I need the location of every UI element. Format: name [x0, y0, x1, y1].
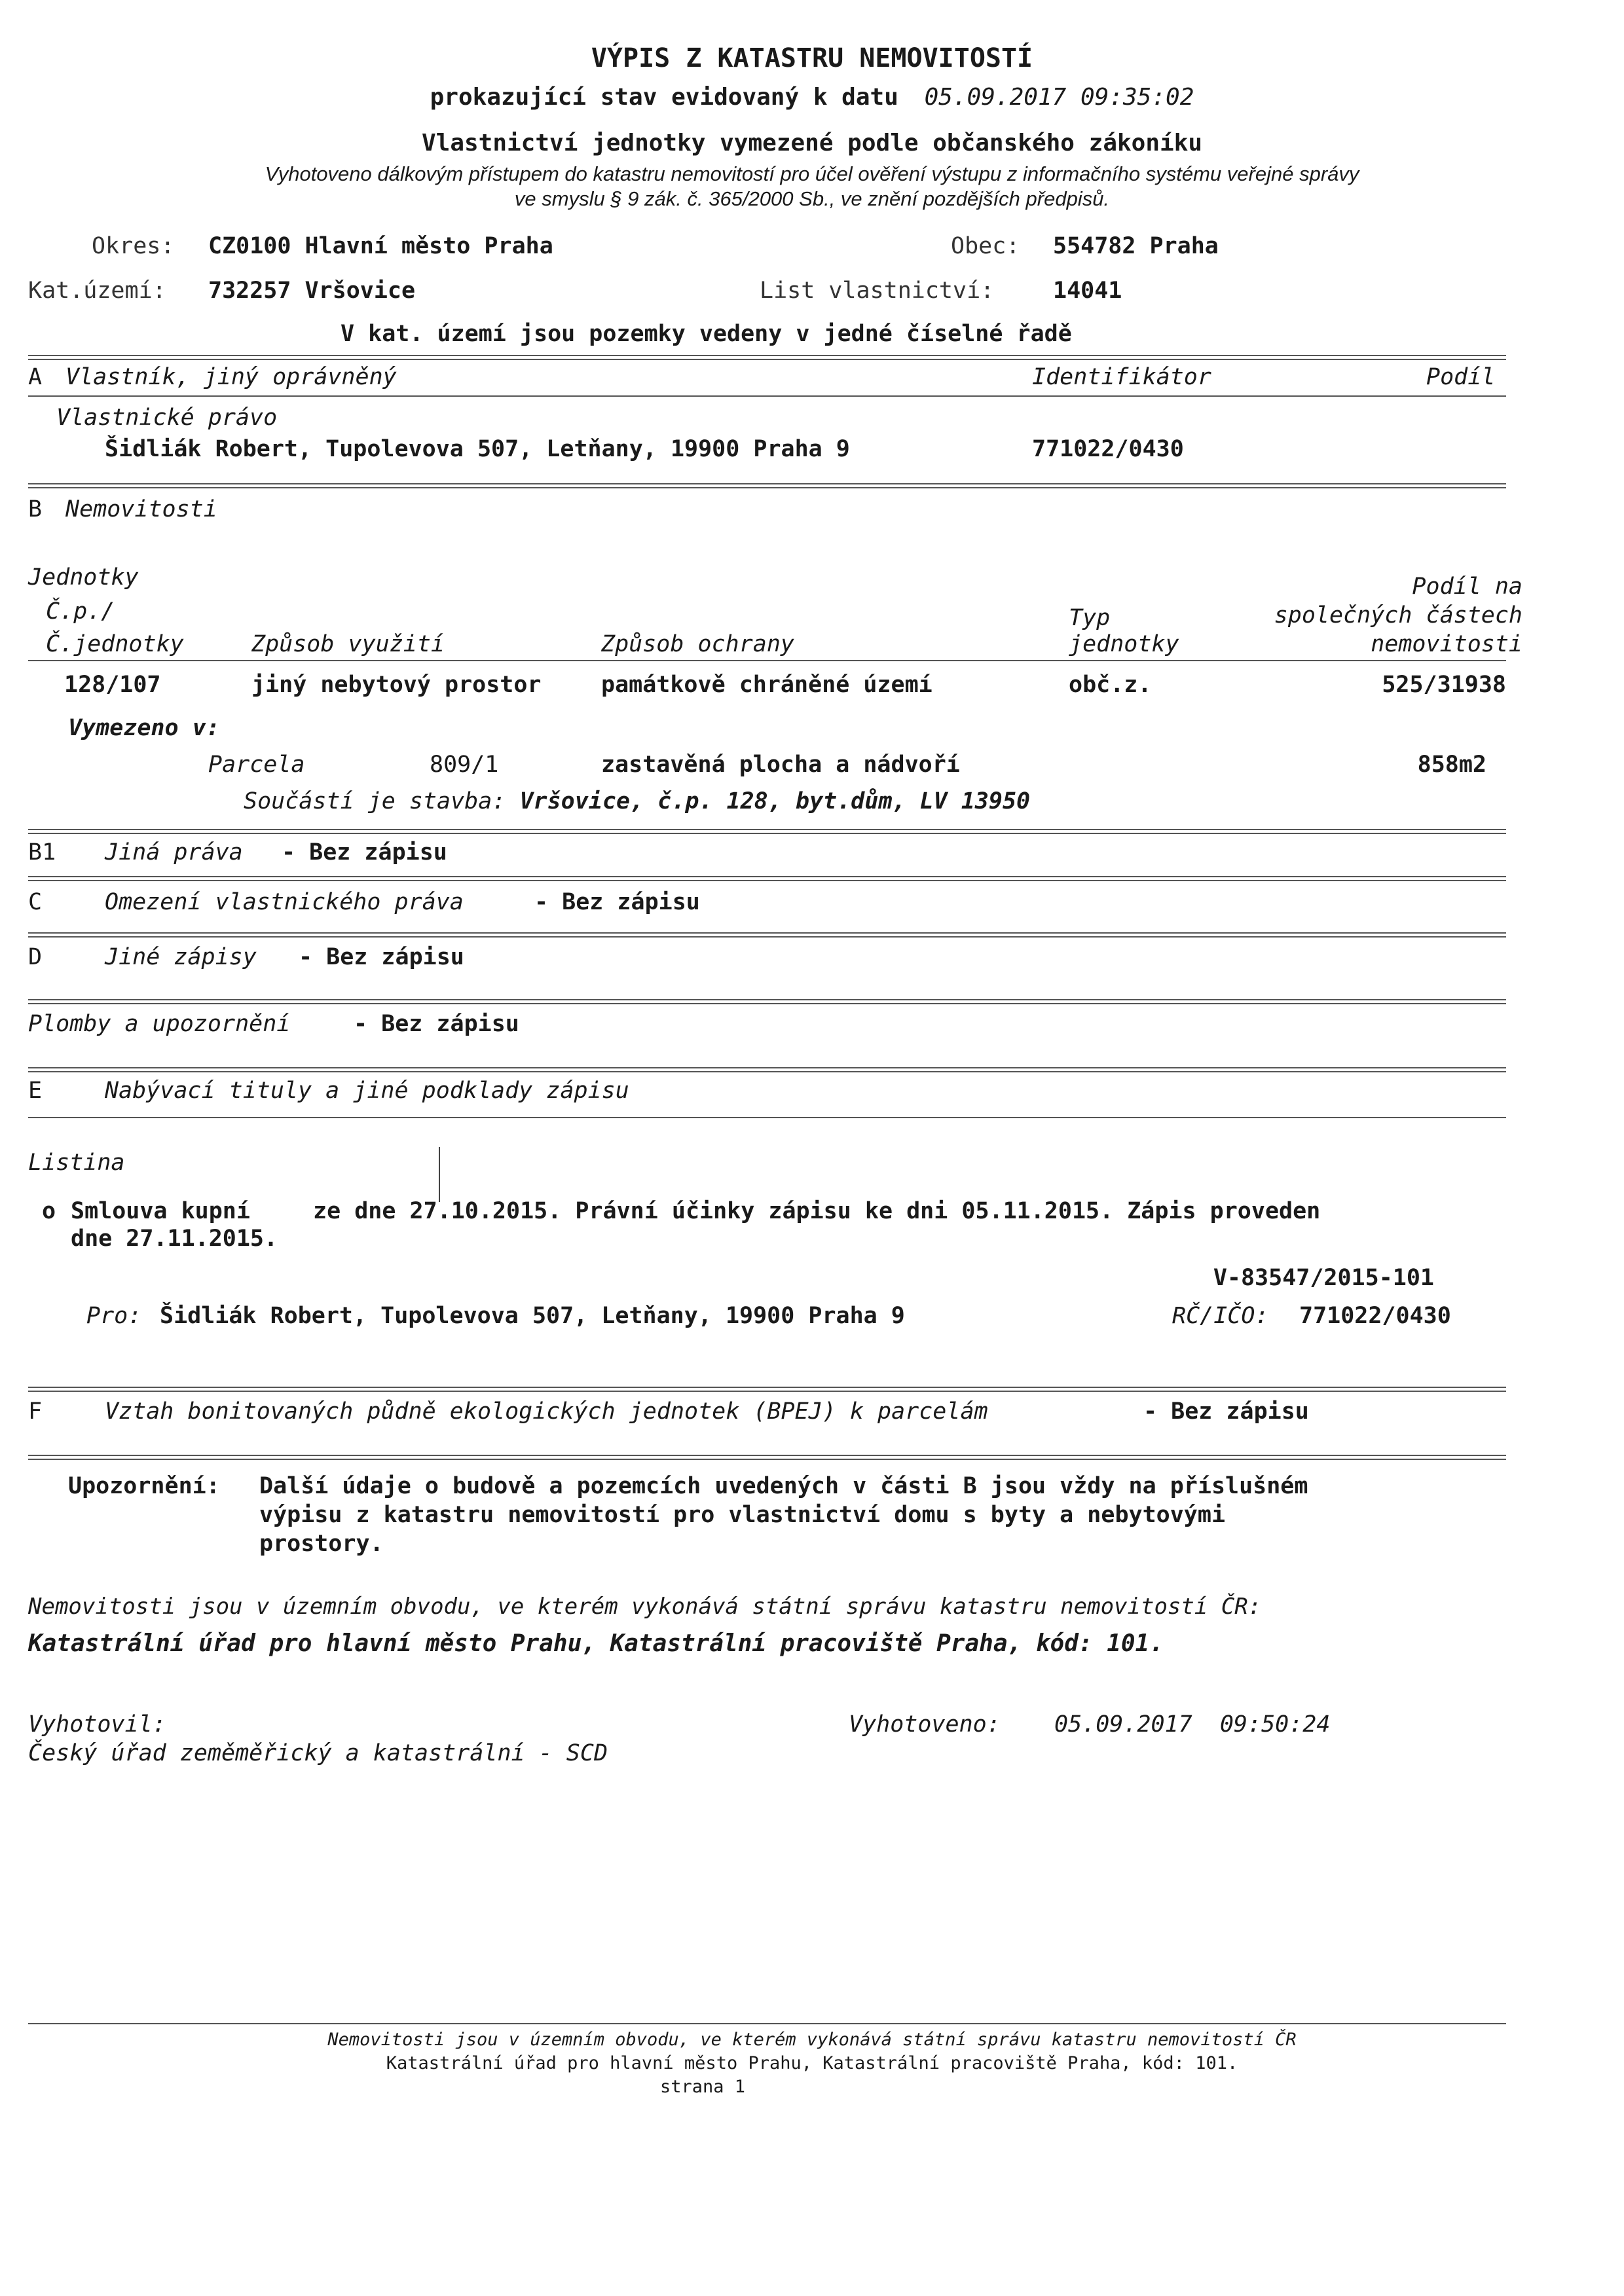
- notice-label: Upozornění:: [68, 1473, 220, 1499]
- parcel-kind: zastavěná plocha a nádvoří: [601, 752, 960, 778]
- issued-by-label: Vyhotovil:: [28, 1711, 166, 1738]
- plomby-title: Plomby a upozornění: [28, 1011, 291, 1037]
- unit-share: 525/31938: [1382, 672, 1506, 698]
- col-share-3: nemovitosti: [1371, 631, 1522, 657]
- building-label: Součástí je stavba:: [244, 788, 506, 814]
- owner-id: 771022/0430: [1032, 436, 1184, 462]
- state-label: prokazující stav evidovaný k datu: [430, 84, 898, 111]
- kat-value: 732257 Vršovice: [208, 278, 416, 304]
- building-line: [244, 788, 1030, 814]
- divider-e-header: [28, 1117, 1506, 1118]
- for-value: Šidliák Robert, Tupolevova 507, Letňany, 19900 Praha 9: [160, 1303, 905, 1329]
- col-type-1: Typ: [1069, 605, 1111, 631]
- plomby-value: - Bez zápisu: [354, 1011, 519, 1037]
- unit-use: jiný nebytový prostor: [251, 672, 542, 698]
- section-f-value: - Bez zápisu: [1143, 1398, 1309, 1425]
- parcel-label: Parcela: [208, 752, 305, 778]
- col-share: Podíl: [1426, 364, 1496, 390]
- section-c-value: - Bez zápisu: [534, 889, 700, 915]
- section-b1-letter: B1: [28, 839, 56, 866]
- section-b-title: Nemovitosti: [65, 496, 217, 522]
- document-label: Listina: [28, 1150, 125, 1176]
- building-value: Vršovice, č.p. 128, byt.dům, LV 13950: [519, 788, 1031, 814]
- unit-protection: památkově chráněné území: [601, 672, 932, 698]
- col-protection: Způsob ochrany: [601, 631, 795, 657]
- footer-line-2: Katastrální úřad pro hlavní město Prahu, Katastrální pracoviště Praha, kód: 101.: [386, 2053, 1238, 2073]
- kat-label: Kat.území:: [28, 278, 166, 304]
- col-identifier: Identifikátor: [1032, 364, 1211, 390]
- ink-mark: [439, 1147, 440, 1202]
- section-b-letter: B: [28, 496, 43, 522]
- entry-line-2: dne 27.11.2015.: [71, 1226, 278, 1252]
- section-e-letter: E: [28, 1078, 43, 1104]
- parcel-no: 809/1: [430, 752, 499, 778]
- section-c-letter: C: [28, 889, 43, 915]
- section-b1-title: Jiná práva: [105, 839, 243, 866]
- divider-b-header: [28, 660, 1506, 661]
- section-d-letter: D: [28, 944, 43, 970]
- notice-line-2: výpisu z katastru nemovitostí pro vlastnictví domu s byty a nebytovými: [259, 1502, 1226, 1528]
- divider-a: [28, 355, 1506, 360]
- col-share-1: Podíl na: [1412, 574, 1522, 600]
- col-type-2: jednotky: [1069, 631, 1179, 657]
- col-unit-no: Č.jednotky: [46, 631, 184, 657]
- divider-f: [28, 1387, 1506, 1392]
- notice-line-1: Další údaje o budově a pozemcích uvedených v části B jsou vždy na příslušném: [259, 1473, 1308, 1499]
- unit-type: obč.z.: [1069, 672, 1152, 698]
- state-date: 05.09.2017 09:35:02: [924, 84, 1194, 111]
- col-cp: Č.p./: [46, 598, 115, 625]
- col-use: Způsob využití: [251, 631, 445, 657]
- right-type: Vlastnické právo: [56, 405, 278, 431]
- entry-bullet: o: [42, 1198, 56, 1224]
- section-f-title: Vztah bonitovaných půdně ekologických jednotek (BPEJ) k parcelám: [105, 1398, 988, 1425]
- divider-e: [28, 1067, 1506, 1072]
- issued-by-value: Český úřad zeměměřický a katastrální - SCD: [28, 1740, 608, 1766]
- section-d-title: Jiné zápisy: [105, 944, 257, 970]
- authority-line-2: Katastrální úřad pro hlavní město Prahu, Katastrální pracoviště Praha, kód: 101.: [28, 1630, 1164, 1657]
- issued-on-label: Vyhotoveno:: [849, 1711, 1001, 1738]
- divider-a-header: [28, 395, 1506, 397]
- divider-c: [28, 876, 1506, 881]
- divider-b1: [28, 829, 1506, 834]
- subtitle: Vlastnictví jednotky vymezené podle občanského zákoníku: [421, 130, 1203, 156]
- page-number: strana 1: [660, 2077, 746, 2097]
- for-label: Pro:: [86, 1303, 142, 1329]
- section-d-value: - Bez zápisu: [299, 944, 464, 970]
- rc-label: RČ/IČO:: [1172, 1303, 1269, 1329]
- remote-access-note-1: Vyhotoveno dálkovým přístupem do katastru nemovitostí pro účel ověření výstupu z informačního systému veřejné správy: [265, 162, 1359, 185]
- footer-divider: [28, 2023, 1506, 2024]
- lv-value: 14041: [1053, 278, 1122, 304]
- section-c-title: Omezení vlastnického práva: [105, 889, 464, 915]
- okres-label: Okres:: [92, 233, 175, 259]
- defined-label: Vymezeno v:: [68, 715, 220, 741]
- section-b1-value: - Bez zápisu: [282, 839, 447, 866]
- entry-line-1: ze dne 27.10.2015. Právní účinky zápisu ke dni 05.11.2015. Zápis proveden: [313, 1198, 1321, 1224]
- notice-line-3: prostory.: [259, 1531, 384, 1557]
- authority-line-1: Nemovitosti jsou v územním obvodu, ve kterém vykonává státní správu katastru nemovitostí ČR:: [28, 1594, 1262, 1620]
- document-title: VÝPIS Z KATASTRU NEMOVITOSTÍ: [591, 43, 1033, 73]
- rc-value: 771022/0430: [1299, 1303, 1451, 1329]
- lv-label: List vlastnictví:: [760, 278, 995, 304]
- remote-access-note-2: ve smyslu § 9 zák. č. 365/2000 Sb., ve znění pozdějších předpisů.: [514, 187, 1110, 210]
- units-label: Jednotky: [28, 564, 139, 591]
- entry-ref: V-83547/2015-101: [1213, 1265, 1434, 1291]
- owner: Šidliák Robert, Tupolevova 507, Letňany, 19900 Praha 9: [105, 436, 850, 462]
- section-f-letter: F: [28, 1398, 43, 1425]
- col-share-2: společných částech: [1274, 602, 1522, 629]
- series-note: V kat. území jsou pozemky vedeny v jedné číselné řadě: [341, 321, 1072, 347]
- divider-plomby: [28, 999, 1506, 1004]
- divider-b: [28, 483, 1506, 488]
- section-e-title: Nabývací tituly a jiné podklady zápisu: [105, 1078, 629, 1104]
- obec-value: 554782 Praha: [1053, 233, 1219, 259]
- obec-label: Obec:: [951, 233, 1020, 259]
- unit-no: 128/107: [64, 672, 161, 698]
- footer-line-1: Nemovitosti jsou v územním obvodu, ve kterém vykonává státní správu katastru nemovitostí ČR: [327, 2030, 1297, 2050]
- issued-on-value: 05.09.2017 09:50:24: [1054, 1711, 1331, 1738]
- section-a-title: Vlastník, jiný oprávněný: [65, 364, 397, 390]
- entry-title: Smlouva kupní: [71, 1198, 250, 1224]
- divider-d: [28, 932, 1506, 938]
- section-a-letter: A: [28, 364, 43, 390]
- state-line: [0, 84, 1624, 111]
- okres-value: CZ0100 Hlavní město Praha: [208, 233, 553, 259]
- parcel-area: 858m2: [1417, 752, 1486, 778]
- divider-notice: [28, 1455, 1506, 1460]
